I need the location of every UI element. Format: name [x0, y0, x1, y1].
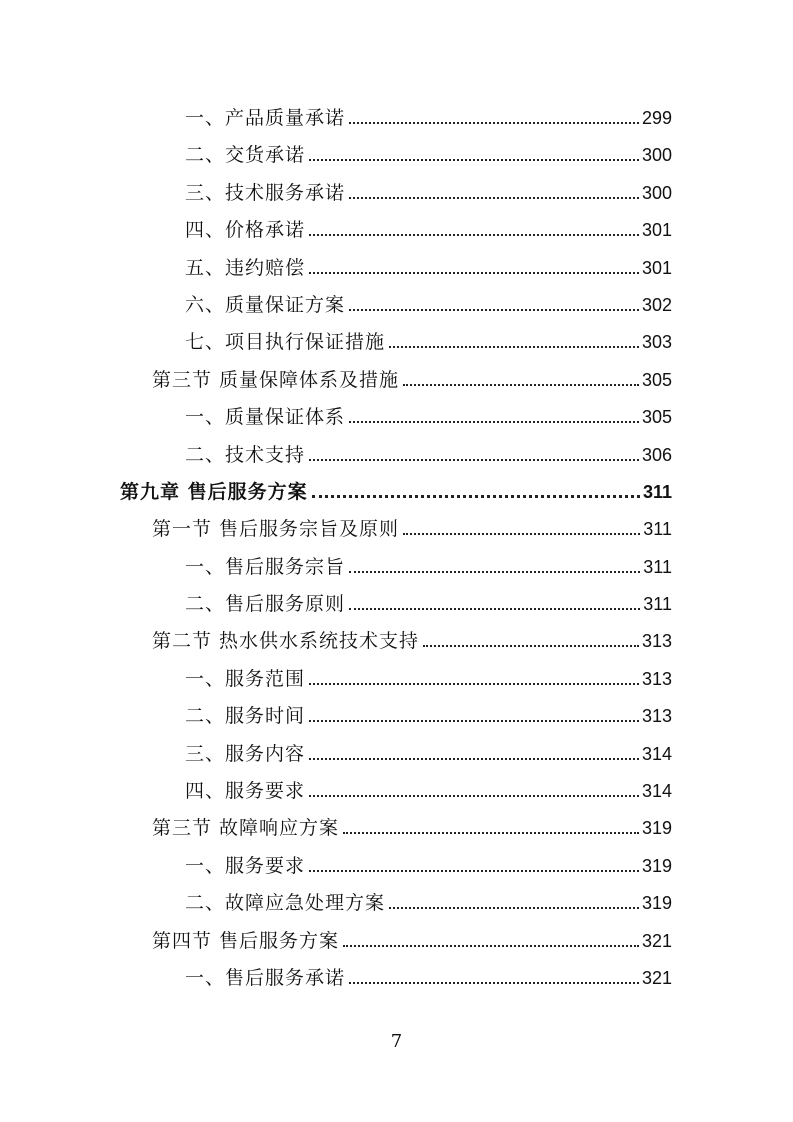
- toc-entry-title: 第三节 质量保障体系及措施: [152, 368, 400, 391]
- toc-entry-page: 311: [643, 519, 672, 540]
- toc-entry-title: 一、产品质量承诺: [185, 107, 346, 129]
- toc-subsection-entry[interactable]: [0, 287, 672, 324]
- dot-leader: [389, 346, 639, 348]
- toc-entry-title: 二、售后服务原则: [185, 593, 346, 616]
- dot-leader: [343, 832, 639, 834]
- dot-leader: [343, 945, 639, 947]
- dot-leader: [309, 870, 639, 872]
- toc-entry-page: 300: [641, 182, 672, 203]
- dot-leader: [349, 309, 639, 311]
- toc-section-entry[interactable]: [0, 923, 672, 960]
- toc-entry-title: 一、服务范围: [185, 667, 306, 690]
- toc-entry-page: 302: [641, 294, 672, 315]
- toc-entry-page: 299: [641, 108, 672, 128]
- toc-entry-title: 二、技术支持: [185, 443, 306, 466]
- dot-leader: [403, 533, 640, 535]
- dot-leader: [309, 683, 639, 685]
- dot-leader: [309, 159, 639, 161]
- toc-entry-title: 一、售后服务承诺: [185, 966, 346, 989]
- dot-leader: [423, 645, 639, 647]
- toc-subsection-entry[interactable]: [0, 437, 672, 474]
- dot-leader: [309, 758, 639, 760]
- toc-entry-title: 二、服务时间: [185, 705, 306, 728]
- toc-subsection-entry[interactable]: [0, 885, 672, 922]
- toc-entry-title: 一、质量保证体系: [185, 406, 346, 429]
- dot-leader: [389, 907, 639, 909]
- toc-entry-page: 319: [641, 855, 672, 876]
- toc-subsection-entry[interactable]: [0, 250, 672, 287]
- toc-entry-title: 二、故障应急处理方案: [185, 892, 386, 915]
- toc-entry-page: 311: [643, 594, 672, 615]
- toc-subsection-entry[interactable]: [0, 324, 672, 361]
- toc-subsection-entry[interactable]: [0, 175, 672, 212]
- toc-entry-title: 第一节 售后服务宗旨及原则: [152, 518, 400, 541]
- toc-entry-page: 314: [641, 743, 672, 764]
- toc-entry-title: 二、交货承诺: [185, 144, 306, 167]
- dot-leader: [403, 384, 639, 386]
- page-number: 7: [390, 1031, 403, 1052]
- toc-section-entry[interactable]: [0, 511, 672, 548]
- toc-section-entry[interactable]: [0, 810, 672, 847]
- dot-leader: [349, 421, 639, 423]
- toc-entry-page: 314: [641, 781, 672, 802]
- dot-leader: [309, 459, 639, 461]
- toc-entry-page: 300: [641, 145, 672, 166]
- toc-entry-title: 第二节 热水供水系统技术支持: [152, 630, 420, 653]
- toc-entry-page: 301: [641, 220, 672, 241]
- toc-entry-page: 319: [641, 818, 672, 839]
- toc-subsection-entry[interactable]: [0, 736, 672, 773]
- toc-subsection-entry[interactable]: [0, 661, 672, 698]
- toc-entry-page: 311: [643, 556, 672, 577]
- toc-subsection-entry[interactable]: [0, 212, 672, 249]
- toc-subsection-entry[interactable]: [0, 137, 672, 174]
- toc-entry-title: 第九章 售后服务方案: [120, 480, 308, 503]
- toc-subsection-entry[interactable]: [0, 960, 672, 997]
- toc-section-entry[interactable]: [0, 362, 672, 399]
- toc-entry-page: 313: [641, 631, 672, 652]
- dot-leader: [312, 495, 640, 498]
- toc-entry-title: 四、服务要求: [185, 780, 306, 803]
- toc-subsection-entry[interactable]: [0, 698, 672, 735]
- toc-entry-page: 319: [641, 893, 672, 914]
- toc-entry-title: 一、售后服务宗旨: [185, 555, 346, 578]
- toc-entry-title: 第四节 售后服务方案: [152, 929, 340, 952]
- toc-subsection-entry[interactable]: [0, 586, 672, 623]
- toc-subsection-entry[interactable]: [0, 549, 672, 586]
- toc-entry-page: 303: [641, 332, 672, 353]
- toc-entry-page: 305: [641, 369, 672, 390]
- toc-entry-title: 四、价格承诺: [185, 219, 306, 242]
- toc-entry-title: 三、服务内容: [185, 742, 306, 765]
- toc-entry-page: 311: [642, 481, 672, 502]
- table-of-contents: [0, 100, 672, 997]
- toc-entry-page: 306: [641, 444, 672, 465]
- dot-leader: [309, 795, 639, 797]
- dot-leader: [309, 234, 639, 236]
- toc-entry-title: 第三节 故障响应方案: [152, 817, 340, 840]
- toc-entry-page: 305: [641, 407, 672, 428]
- toc-entry-page: 321: [641, 967, 672, 988]
- toc-entry-page: 313: [641, 706, 672, 727]
- dot-leader: [349, 122, 639, 124]
- toc-entry-title: 六、质量保证方案: [185, 293, 346, 316]
- toc-entry-title: 五、违约赔偿: [185, 256, 306, 279]
- toc-entry-title: 三、技术服务承诺: [185, 181, 346, 204]
- dot-leader: [349, 608, 640, 610]
- dot-leader: [349, 571, 640, 573]
- toc-subsection-entry[interactable]: [0, 773, 672, 810]
- dot-leader: [349, 197, 639, 199]
- toc-subsection-entry[interactable]: [0, 100, 672, 137]
- toc-entry-title: 一、服务要求: [185, 854, 306, 877]
- dot-leader: [309, 272, 639, 274]
- toc-subsection-entry[interactable]: [0, 848, 672, 885]
- dot-leader: [309, 720, 639, 722]
- dot-leader: [349, 982, 639, 984]
- toc-entry-page: 321: [641, 930, 672, 951]
- toc-entry-title: 七、项目执行保证措施: [185, 331, 386, 354]
- toc-chapter-entry[interactable]: [0, 474, 672, 511]
- toc-entry-page: 301: [641, 257, 672, 278]
- toc-section-entry[interactable]: [0, 623, 672, 660]
- toc-subsection-entry[interactable]: [0, 399, 672, 436]
- toc-entry-page: 313: [641, 668, 672, 689]
